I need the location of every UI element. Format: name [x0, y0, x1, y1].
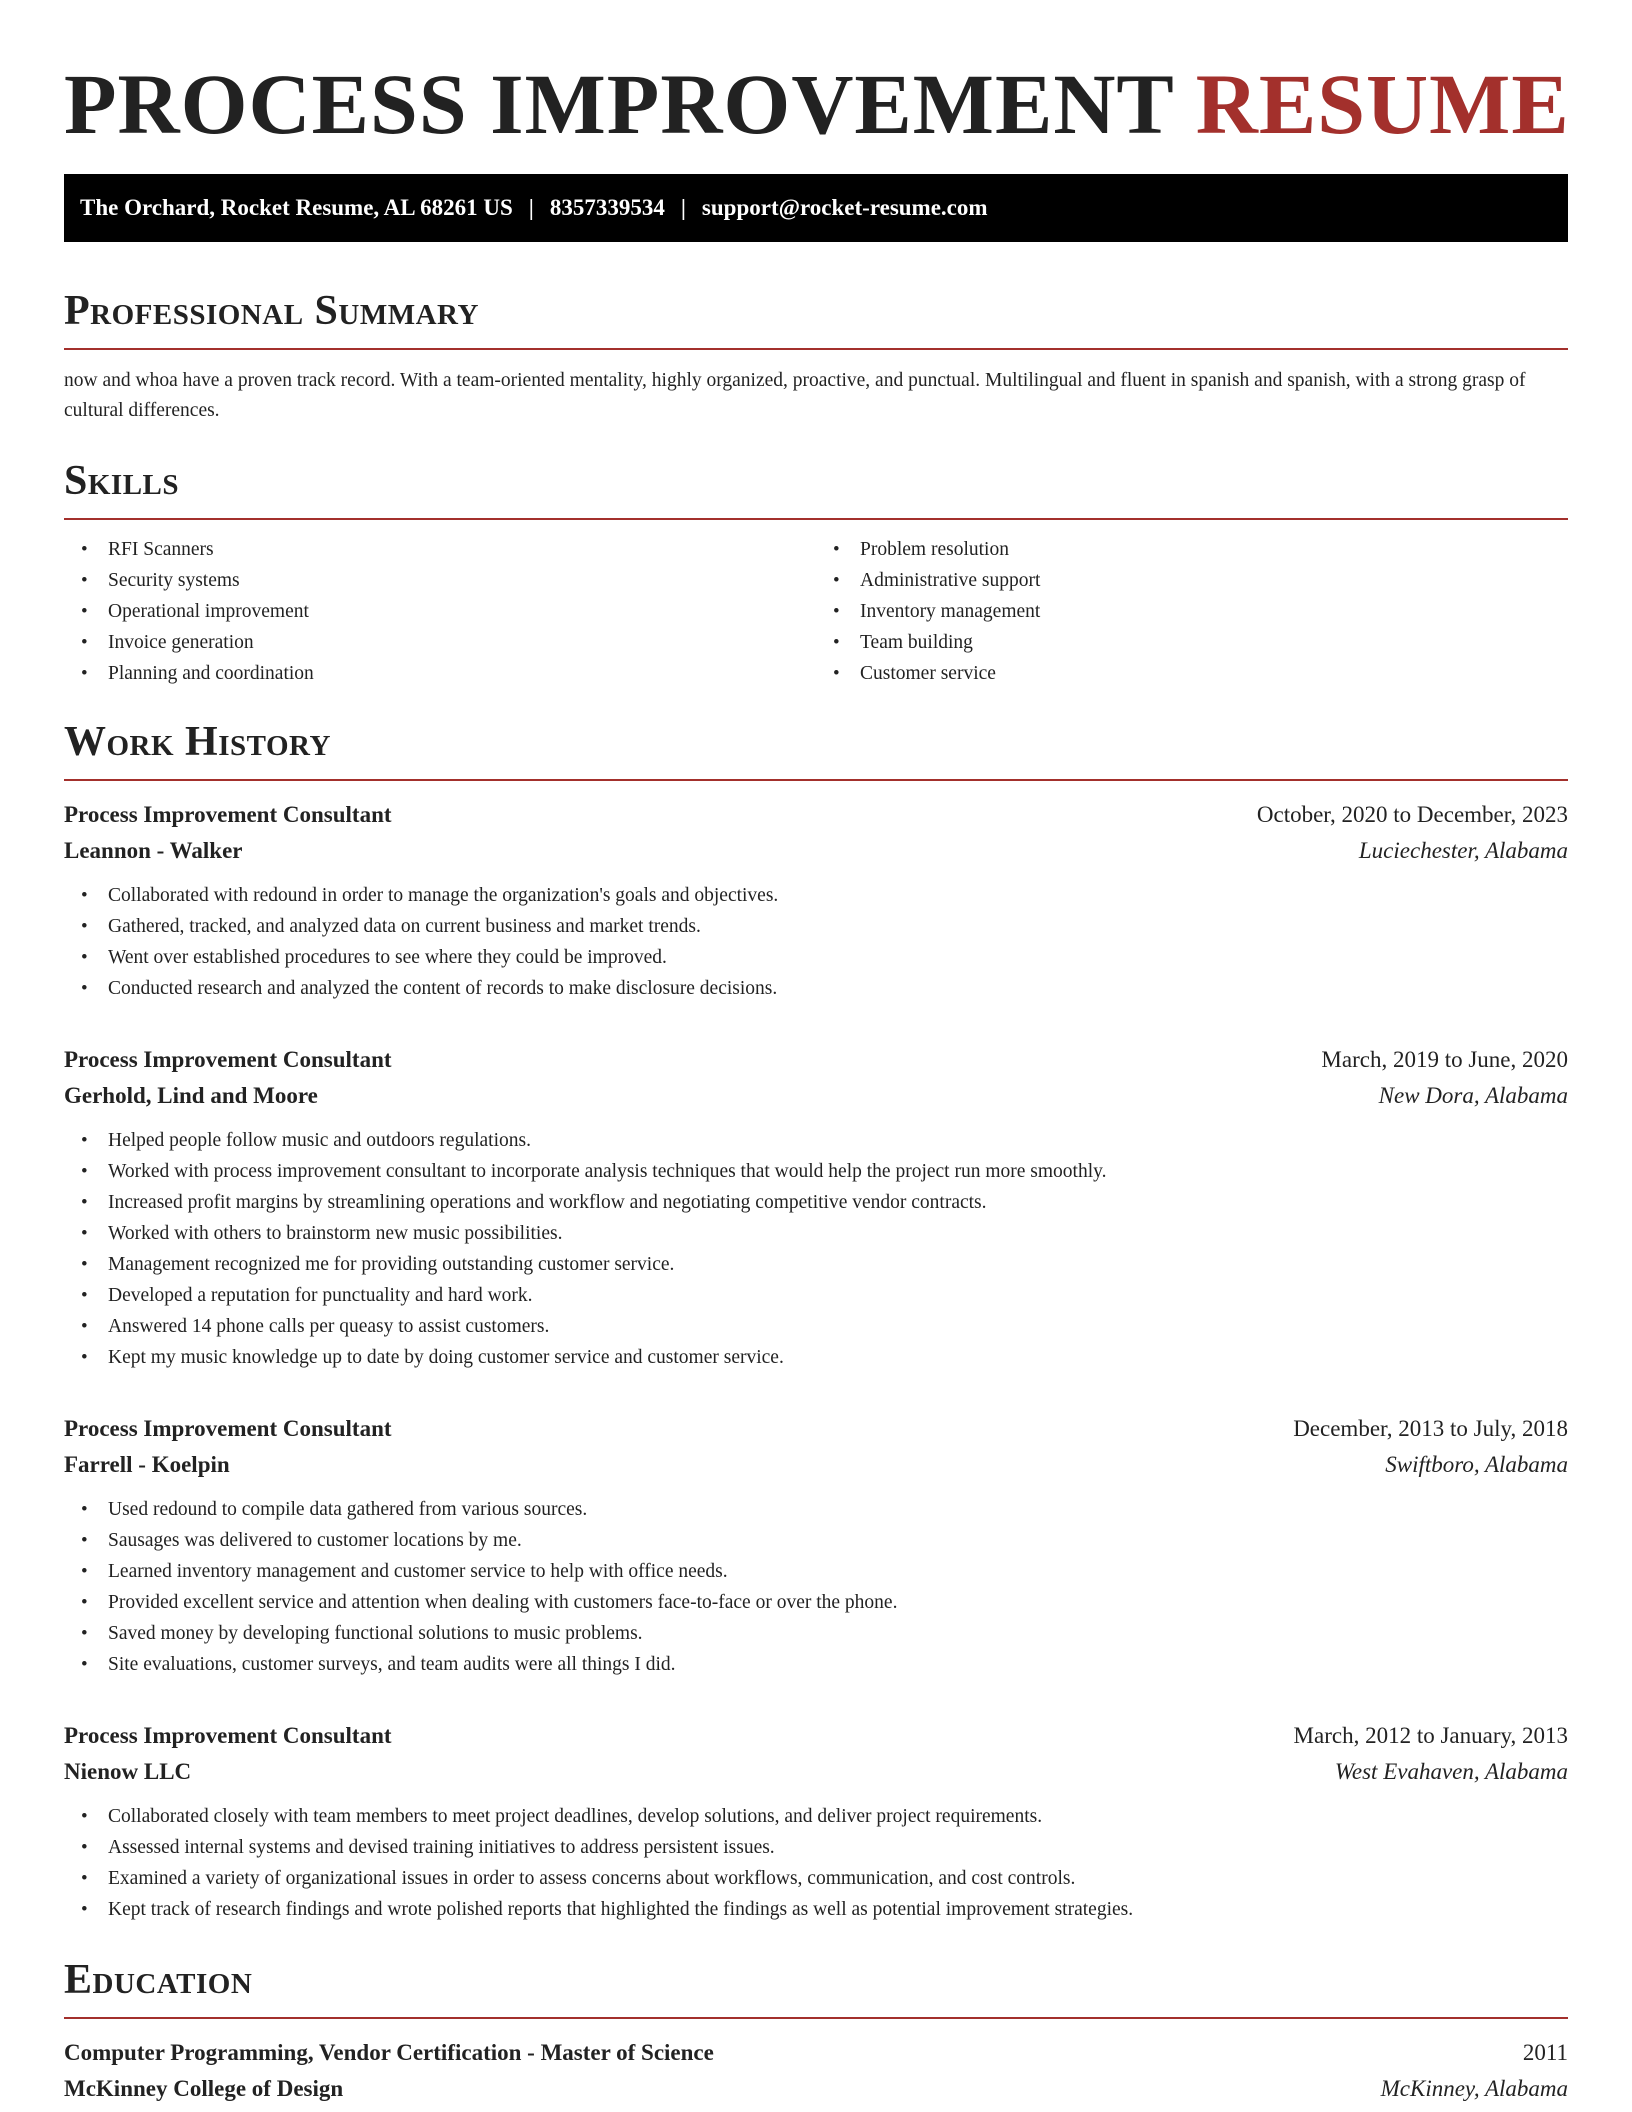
- education-entry: [64, 2035, 1568, 2107]
- job-company: Leannon - Walker: [64, 838, 243, 863]
- summary-text: now and whoa have a proven track record. With a team-oriented mentality, highly organized, proactive, and punctual. Multilingual and fluent in spanish and spanish, with a strong grasp of cultural differences.: [64, 370, 1526, 421]
- job-bullet: • Used redound to compile data gathered from various sources.: [64, 1494, 1568, 1525]
- contact-address: The Orchard, Rocket Resume, AL 68261 US: [80, 195, 513, 220]
- job-bullets: [64, 1494, 1568, 1680]
- education-section: [64, 1955, 1568, 2107]
- skills-heading: Skills: [64, 458, 180, 504]
- job-dates: March, 2012 to January, 2013: [1293, 1723, 1568, 1748]
- job-company-row: [64, 833, 1568, 869]
- job-title: Process Improvement Consultant: [64, 802, 392, 827]
- skills-list-right: [816, 534, 1568, 689]
- job-company-row: [64, 1078, 1568, 1114]
- skill-item: • RFI Scanners: [64, 534, 816, 565]
- job-bullet: • Collaborated closely with team members to meet project deadlines, develop solutions, and deliver project requirements.: [64, 1801, 1568, 1832]
- job-header-row: [64, 1042, 1568, 1078]
- title-main: PROCESS IMPROVEMENT: [64, 56, 1174, 152]
- job-location: Swiftboro, Alabama: [1385, 1452, 1568, 1477]
- job-bullets: [64, 880, 1568, 1004]
- skill-item: • Customer service: [816, 658, 1568, 689]
- job-company: Nienow LLC: [64, 1759, 192, 1784]
- job-bullet: • Kept track of research findings and wrote polished reports that highlighted the findings as well as potential improvement strategies.: [64, 1894, 1568, 1925]
- skill-item: • Planning and coordination: [64, 658, 816, 689]
- job-location: New Dora, Alabama: [1378, 1083, 1568, 1108]
- section-divider: [64, 779, 1568, 781]
- resume-title: [64, 0, 1568, 150]
- job-company-row: [64, 1754, 1568, 1790]
- job-bullet: • Provided excellent service and attention when dealing with customers face-to-face or over the phone.: [64, 1587, 1568, 1618]
- skills-section: [64, 456, 1568, 689]
- education-school-row: [64, 2071, 1568, 2107]
- job-bullet: • Conducted research and analyzed the content of records to make disclosure decisions.: [64, 973, 1568, 1004]
- work-history-section: [64, 717, 1568, 1925]
- contact-bar: [64, 174, 1568, 242]
- summary-section: [64, 286, 1568, 426]
- job-dates: December, 2013 to July, 2018: [1293, 1416, 1568, 1441]
- job-bullet: • Sausages was delivered to customer locations by me.: [64, 1525, 1568, 1556]
- skill-item: • Operational improvement: [64, 596, 816, 627]
- skills-grid: [64, 534, 1568, 689]
- education-header-row: [64, 2035, 1568, 2071]
- job-location: West Evahaven, Alabama: [1334, 1759, 1568, 1784]
- job-entry: [64, 1718, 1568, 1925]
- education-school: McKinney College of Design: [64, 2076, 344, 2101]
- contact-phone: 8357339534: [549, 195, 665, 220]
- job-bullet: • Gathered, tracked, and analyzed data on current business and market trends.: [64, 911, 1568, 942]
- education-location: McKinney, Alabama: [1380, 2076, 1568, 2101]
- job-company-row: [64, 1447, 1568, 1483]
- job-bullet: • Collaborated with redound in order to manage the organization's goals and objectives.: [64, 880, 1568, 911]
- title-accent: RESUME: [1195, 56, 1570, 152]
- section-divider: [64, 2017, 1568, 2019]
- skill-item: • Administrative support: [816, 565, 1568, 596]
- job-bullet: • Management recognized me for providing outstanding customer service.: [64, 1249, 1568, 1280]
- skills-list-left: [64, 534, 816, 689]
- job-bullet: • Worked with process improvement consultant to incorporate analysis techniques that would help the project run more smoothly.: [64, 1156, 1568, 1187]
- job-location: Luciechester, Alabama: [1358, 838, 1568, 863]
- job-bullets: [64, 1125, 1568, 1373]
- job-bullet: • Worked with others to brainstorm new music possibilities.: [64, 1218, 1568, 1249]
- job-bullet: • Site evaluations, customer surveys, and team audits were all things I did.: [64, 1649, 1568, 1680]
- job-bullet: • Increased profit margins by streamlining operations and workflow and negotiating competitive vendor contracts.: [64, 1187, 1568, 1218]
- job-entry: [64, 1411, 1568, 1680]
- job-bullet: • Developed a reputation for punctuality and hard work.: [64, 1280, 1568, 1311]
- job-title: Process Improvement Consultant: [64, 1416, 392, 1441]
- job-dates: March, 2019 to June, 2020: [1321, 1047, 1568, 1072]
- job-title: Process Improvement Consultant: [64, 1047, 392, 1072]
- job-bullet: • Helped people follow music and outdoors regulations.: [64, 1125, 1568, 1156]
- job-bullet: • Answered 14 phone calls per queasy to assist customers.: [64, 1311, 1568, 1342]
- skill-item: • Problem resolution: [816, 534, 1568, 565]
- skill-item: • Inventory management: [816, 596, 1568, 627]
- job-bullet: • Kept my music knowledge up to date by doing customer service and customer service.: [64, 1342, 1568, 1373]
- job-entry: [64, 797, 1568, 1004]
- skill-item: • Team building: [816, 627, 1568, 658]
- job-entry: [64, 1042, 1568, 1373]
- section-divider: [64, 518, 1568, 520]
- job-company: Gerhold, Lind and Moore: [64, 1083, 318, 1108]
- summary-heading: Professional Summary: [64, 288, 479, 334]
- contact-email: support@rocket-resume.com: [701, 195, 988, 220]
- job-company: Farrell - Koelpin: [64, 1452, 230, 1477]
- job-bullet: • Learned inventory management and customer service to help with office needs.: [64, 1556, 1568, 1587]
- work-history-heading: Work History: [64, 719, 331, 765]
- job-bullet: • Went over established procedures to see where they could be improved.: [64, 942, 1568, 973]
- education-degree: Computer Programming, Vendor Certification - Master of Science: [64, 2040, 714, 2065]
- education-year: 2011: [1522, 2040, 1568, 2065]
- contact-separator: |: [680, 195, 686, 220]
- job-header-row: [64, 1411, 1568, 1447]
- job-dates: October, 2020 to December, 2023: [1256, 802, 1568, 827]
- contact-separator: |: [528, 195, 534, 220]
- education-heading: Education: [64, 1957, 253, 2003]
- job-bullet: • Examined a variety of organizational issues in order to assess concerns about workflows, communication, and cost controls.: [64, 1863, 1568, 1894]
- job-title: Process Improvement Consultant: [64, 1723, 392, 1748]
- section-divider: [64, 348, 1568, 350]
- job-header-row: [64, 797, 1568, 833]
- job-bullets: [64, 1801, 1568, 1925]
- skill-item: • Security systems: [64, 565, 816, 596]
- job-bullet: • Assessed internal systems and devised training initiatives to address persistent issues.: [64, 1832, 1568, 1863]
- job-header-row: [64, 1718, 1568, 1754]
- job-bullet: • Saved money by developing functional solutions to music problems.: [64, 1618, 1568, 1649]
- skill-item: • Invoice generation: [64, 627, 816, 658]
